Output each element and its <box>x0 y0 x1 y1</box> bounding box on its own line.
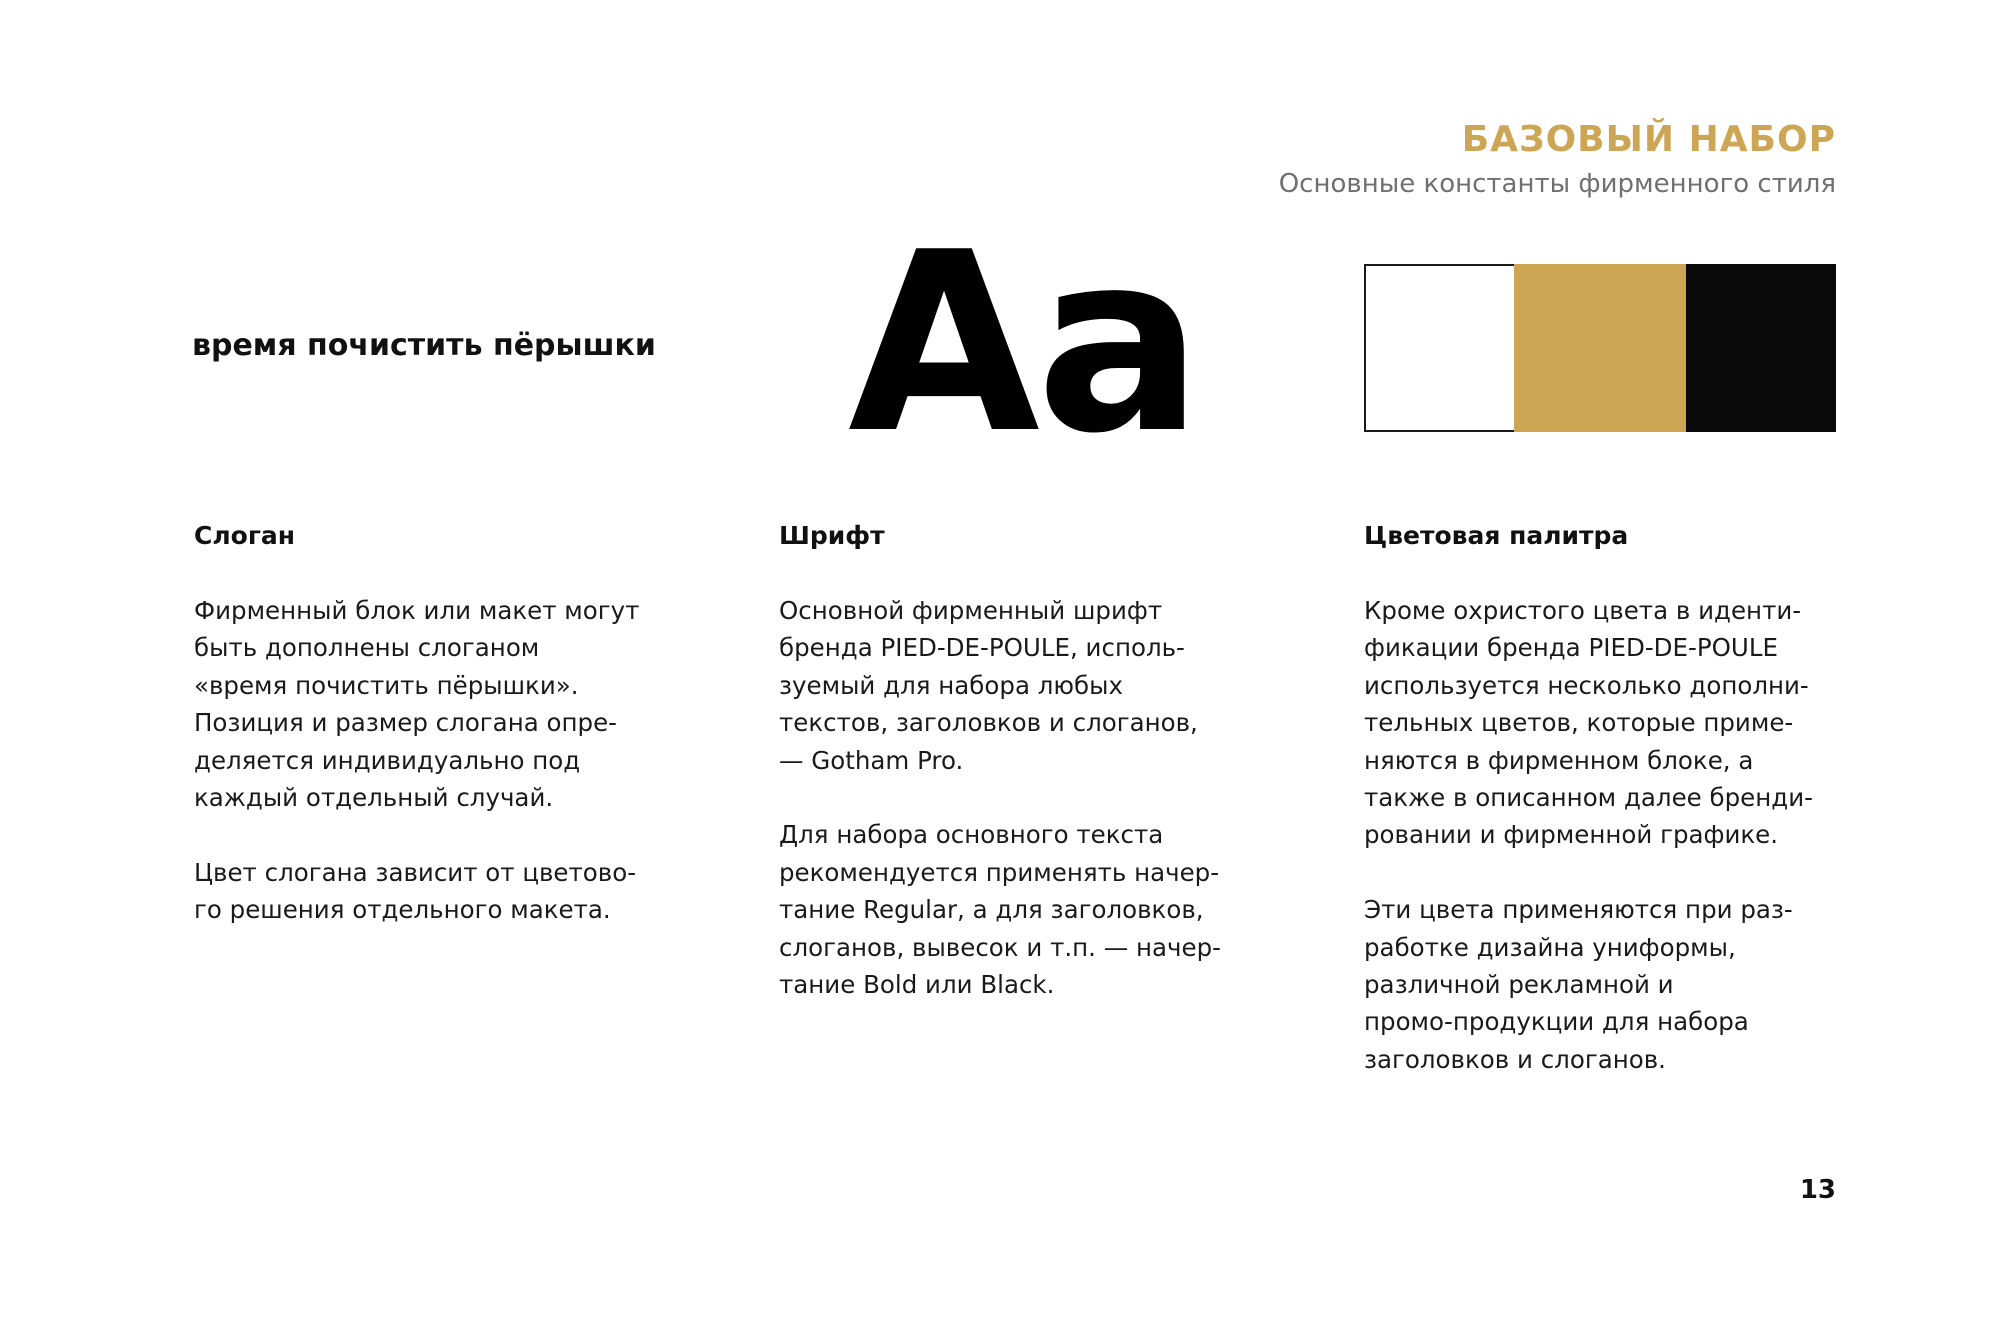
text-line: различной рекламной и <box>1364 970 1674 1000</box>
section-subtitle: Основные константы фирменного стиля <box>1278 169 1836 199</box>
column-heading: Шрифт <box>779 521 885 550</box>
page-header <box>1279 118 1836 202</box>
text-line: няются в фирменном блоке, а <box>1364 745 1754 775</box>
text-line: используется несколько дополни- <box>1364 670 1809 700</box>
column-palette <box>1364 518 1834 1116</box>
text-line: также в описанном далее бренди- <box>1364 783 1813 813</box>
text-line: промо-продукции для набора <box>1364 1007 1749 1037</box>
column-font <box>779 518 1249 1041</box>
column-body <box>779 592 1249 1003</box>
text-line: Основной фирменный шрифт <box>779 596 1163 625</box>
section-title: БАЗОВЫЙ НАБОР <box>1461 119 1836 160</box>
column-body <box>194 592 664 929</box>
column-paragraph <box>1364 592 1834 854</box>
font-specimen: Aa <box>848 200 1200 488</box>
text-line: работке дизайна униформы, <box>1364 932 1736 962</box>
slogan-sample: время почистить пёрышки <box>192 328 656 363</box>
swatch-black <box>1686 264 1836 432</box>
text-line: «время почистить пёрышки». <box>194 670 579 700</box>
text-line: Фирменный блок или макет могут <box>194 596 640 625</box>
page-number: 13 <box>1799 1175 1836 1205</box>
text-line: слоганов, вывесок и т.п. — начер- <box>779 932 1221 962</box>
text-line: — Gotham Pro. <box>779 745 964 775</box>
text-line: Для набора основного текста <box>779 820 1164 850</box>
text-line: Цвет слогана зависит от цветово- <box>194 857 637 887</box>
column-paragraph <box>779 592 1249 779</box>
text-line: тание Regular, а для заголовков, <box>779 895 1204 925</box>
column-slogan <box>194 518 664 966</box>
column-paragraph <box>194 854 664 929</box>
swatch-ochre <box>1514 264 1686 432</box>
column-paragraph <box>194 592 664 816</box>
column-paragraph <box>1364 891 1834 1078</box>
column-heading: Слоган <box>194 521 296 550</box>
text-line: тание Bold или Black. <box>779 970 1055 1000</box>
text-line: го решения отдельного макета. <box>194 895 611 925</box>
text-line: тельных цветов, которые приме- <box>1364 708 1794 738</box>
text-line: каждый отдельный случай. <box>194 783 554 813</box>
text-line: ровании и фирменной графике. <box>1364 820 1779 850</box>
text-line: Кроме охристого цвета в иденти- <box>1364 596 1802 625</box>
column-heading: Цветовая палитра <box>1364 521 1629 550</box>
swatch-white <box>1364 264 1514 432</box>
color-palette <box>1364 264 1836 432</box>
text-line: Эти цвета применяются при раз- <box>1364 895 1793 925</box>
column-paragraph <box>779 816 1249 1003</box>
text-line: фикации бренда PIED-DE-POULE <box>1364 633 1778 663</box>
text-line: заголовков и слоганов. <box>1364 1044 1666 1074</box>
text-line: быть дополнены слоганом <box>194 633 540 663</box>
text-line: Позиция и размер слогана опре- <box>194 708 617 738</box>
column-body <box>1364 592 1834 1078</box>
text-line: бренда PIED-DE-POULE, исполь- <box>779 633 1185 663</box>
text-line: текстов, заголовков и слоганов, <box>779 708 1198 738</box>
text-line: рекомендуется применять начер- <box>779 857 1220 887</box>
text-line: зуемый для набора любых <box>779 670 1123 700</box>
text-line: деляется индивидуально под <box>194 745 581 775</box>
